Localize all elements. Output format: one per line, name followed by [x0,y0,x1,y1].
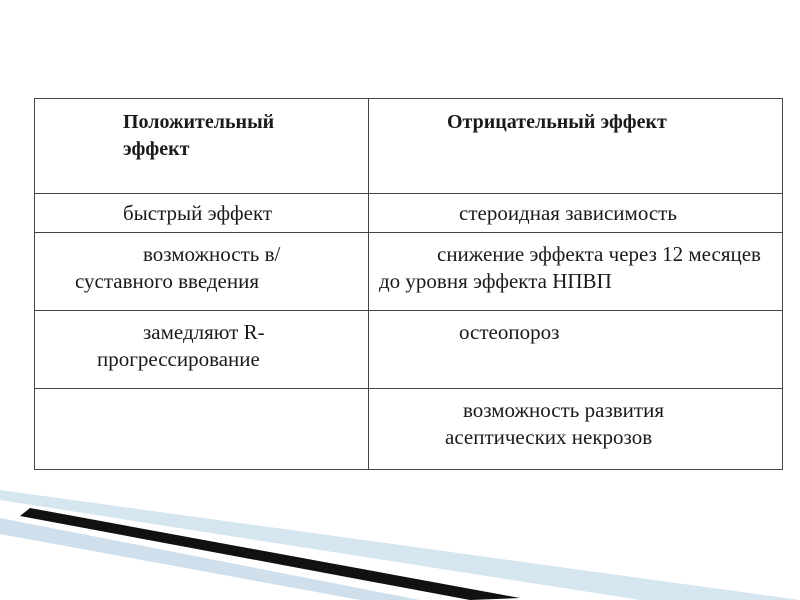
cell-negative [369,233,783,311]
cell-negative [369,389,783,470]
row-3-negative: остеопороз [459,320,560,344]
cell-positive-empty [35,389,369,470]
row-1-negative: стероидная зависимость [459,201,677,225]
table-header-row [35,99,783,194]
row-3-positive: замедляют R-прогрессирование [97,320,265,371]
cell-negative [369,311,783,389]
row-2-positive: возможность в/суставного введения [75,242,281,293]
header-cell-positive [35,99,369,194]
row-2-negative: снижение эффекта через 12 месяцев до уровня эффекта НПВП [379,242,761,293]
effects-table [34,98,783,470]
cell-positive [35,233,369,311]
header-positive: Положительный эффект [123,111,275,160]
decorative-swoosh [0,490,800,600]
header-negative: Отрицательный эффект [447,111,667,133]
header-cell-negative [369,99,783,194]
table-row [35,311,783,389]
row-1-positive: быстрый эффект [123,201,273,225]
cell-negative [369,194,783,233]
cell-positive [35,194,369,233]
table-row [35,194,783,233]
cell-positive [35,311,369,389]
row-4-negative: возможность развития асептических некрозов [445,398,664,449]
table-row [35,233,783,311]
table-row [35,389,783,470]
